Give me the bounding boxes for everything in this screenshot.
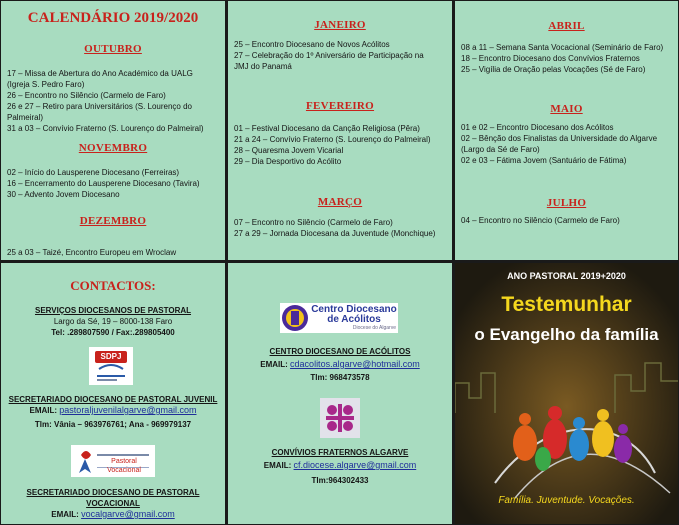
convivios-email-row — [228, 460, 452, 471]
acolitos-name: CENTRO DIOCESANO DE ACÓLITOS — [269, 347, 411, 356]
events-abril — [461, 42, 677, 75]
event-line: 28 – Quaresma Jovem Vicarial — [234, 146, 344, 155]
events-janeiro — [234, 39, 450, 72]
panel-calendar-autumn — [1, 1, 225, 260]
month-heading-dezembro: DEZEMBRO — [79, 215, 147, 227]
vocacional-email-label: EMAIL: — [51, 510, 79, 519]
events-julho — [461, 215, 677, 226]
events-maio — [461, 122, 677, 166]
month-heading-fevereiro: FEVEREIRO — [305, 100, 375, 112]
event-line: 17 – Missa de Abertura do Ano Académico da UALG — [7, 69, 193, 78]
servicos-address: Largo da Sé, 19 – 8000-138 Faro — [53, 317, 173, 326]
acolitos-email-row — [228, 359, 452, 370]
convivios-email-link[interactable]: cf.diocese.algarve@gmail.com — [293, 460, 417, 470]
event-line: 04 – Encontro no Silêncio (Carmelo de Faro) — [461, 216, 620, 225]
events-novembro — [7, 167, 223, 200]
acolitos-email-label: EMAIL: — [260, 360, 288, 369]
event-line: 25 – Vigília de Oração pelas Vocações (Sé de Faro) — [461, 65, 646, 74]
event-line: 26 – Encontro no Silêncio (Carmelo de Faro) — [7, 91, 166, 100]
panel-calendar-winter — [228, 1, 452, 260]
event-line: 01 – Festival Diocesano da Canção Religiosa (Pêra) — [234, 124, 420, 133]
month-heading-outubro: OUTUBRO — [84, 43, 142, 55]
event-line: Palmeiral) — [7, 113, 44, 122]
event-line: 08 a 11 – Semana Santa Vocacional (Seminário de Faro) — [461, 43, 664, 52]
acolitos-logo-sub: Diocese do Algarve — [352, 325, 396, 331]
event-line: 02 e 03 – Fátima Jovem (Santuário de Fátima) — [461, 156, 627, 165]
acolitos-logo-line1: Centro Diocesano — [311, 304, 397, 315]
poster-footer: Família. Juventude. Vocações. — [498, 495, 635, 506]
juvenil-name: SECRETARIADO DIOCESANO DE PASTORAL JUVENIL — [8, 395, 218, 404]
servicos-phone: Tel: .289807590 / Fax:.289805400 — [51, 328, 175, 337]
sdpj-logo-text: SDPJ — [100, 352, 122, 361]
servicos-name: SERVIÇOS DIOCESANOS DE PASTORAL — [34, 306, 192, 315]
event-line: 30 – Advento Jovem Diocesano — [7, 190, 120, 199]
juvenil-block — [1, 394, 225, 430]
servicos-block — [1, 305, 225, 338]
vocacional-name-line1: SECRETARIADO DIOCESANO DE PASTORAL — [26, 488, 200, 497]
sdpj-logo — [89, 347, 133, 385]
event-line: 18 – Encontro Diocesano dos Convívios Fraternos — [461, 54, 640, 63]
poster-panel — [455, 263, 678, 524]
vocacional-email-link[interactable]: vocalgarve@gmail.com — [81, 509, 175, 519]
month-heading-abril: ABRIL — [548, 20, 585, 32]
juvenil-email-label: EMAIL: — [29, 406, 58, 415]
event-line: 27 a 29 – Jornada Diocesana da Juventude (Monchique) — [234, 229, 436, 238]
month-heading-novembro: NOVEMBRO — [78, 142, 148, 154]
event-line: 25 a 03 – Taizé, Encontro Europeu em Wroclaw — [7, 248, 177, 257]
convivios-block — [228, 447, 452, 486]
event-line: 07 – Encontro no Silêncio (Carmelo de Faro) — [234, 218, 393, 227]
event-line: (Largo da Sé de Faro) — [461, 145, 540, 154]
panel-contacts-2 — [228, 263, 452, 524]
event-line: JMJ do Panamá — [234, 62, 292, 71]
panel-calendar-spring — [455, 1, 678, 260]
month-heading-janeiro: JANEIRO — [314, 19, 366, 31]
events-marco — [234, 217, 450, 239]
juvenil-email-link[interactable]: pastoraljuvenilalgarve@gmail.com — [59, 405, 197, 415]
event-line: 26 e 27 – Retiro para Universitários (S. Lourenço do — [7, 102, 192, 111]
event-line: 02 – Início do Lausperene Diocesano (Ferreiras) — [7, 168, 180, 177]
vocacional-logo — [71, 445, 155, 477]
month-heading-marco: MARÇO — [317, 196, 363, 208]
convivios-email-label: EMAIL: — [263, 461, 292, 470]
calendar-title: CALENDÁRIO 2019/2020 — [27, 10, 199, 26]
juvenil-phones: Tlm: Vânia – 963976761; Ana - 969979137 — [34, 420, 192, 429]
juvenil-email-row — [1, 405, 225, 416]
event-line: 29 – Dia Desportivo do Acólito — [234, 157, 342, 166]
acolitos-phone: Tlm: 968473578 — [310, 373, 370, 382]
contacts-title: CONTACTOS: — [70, 278, 156, 293]
acolitos-block — [228, 346, 452, 383]
events-fevereiro — [234, 123, 450, 167]
convivios-phone: Tlm:964302433 — [311, 476, 369, 485]
acolitos-email-link[interactable]: cdacolitos.algarve@hotmail.com — [290, 359, 420, 369]
convivios-logo — [320, 398, 360, 438]
events-outubro — [7, 68, 223, 134]
event-line: 21 a 24 – Convívio Fraterno (S. Lourenço do Palmeiral) — [234, 135, 431, 144]
events-dezembro — [7, 247, 223, 258]
event-line: 16 – Encerramento do Lausperene Diocesano (Tavira) — [7, 179, 200, 188]
poster-year-line: ANO PASTORAL 2019+2020 — [507, 271, 626, 281]
event-line: 27 – Celebração do 1º Aniversário de Participação na — [234, 51, 424, 60]
acolitos-logo-line2: de Acólitos — [327, 314, 381, 325]
vocacional-logo-text: Pastoral Vocacional — [107, 458, 141, 474]
acolitos-logo — [280, 303, 398, 333]
vocacional-block — [1, 487, 225, 520]
vocacional-name-line2: VOCACIONAL — [86, 499, 140, 508]
event-line: (Igreja S. Pedro Faro) — [7, 80, 85, 89]
month-heading-maio: MAIO — [550, 103, 583, 115]
poster-title-line2: o Evangelho da família — [474, 325, 659, 344]
event-line: 02 – Bênção dos Finalistas da Universidade do Algarve — [461, 134, 658, 143]
vocacional-email-row — [1, 509, 225, 520]
event-line: 31 a 03 – Convívio Fraterno (S. Lourenço do Palmeiral) — [7, 124, 204, 133]
poster-title-line1: Testemunhar — [501, 293, 632, 316]
event-line: 25 – Encontro Diocesano de Novos Acólitos — [234, 40, 390, 49]
event-line: 01 e 02 – Encontro Diocesano dos Acólitos — [461, 123, 614, 132]
panel-contacts — [1, 263, 225, 524]
convivios-name: CONVÍVIOS FRATERNOS ALGARVE — [271, 448, 409, 457]
month-heading-julho: JULHO — [546, 197, 587, 209]
